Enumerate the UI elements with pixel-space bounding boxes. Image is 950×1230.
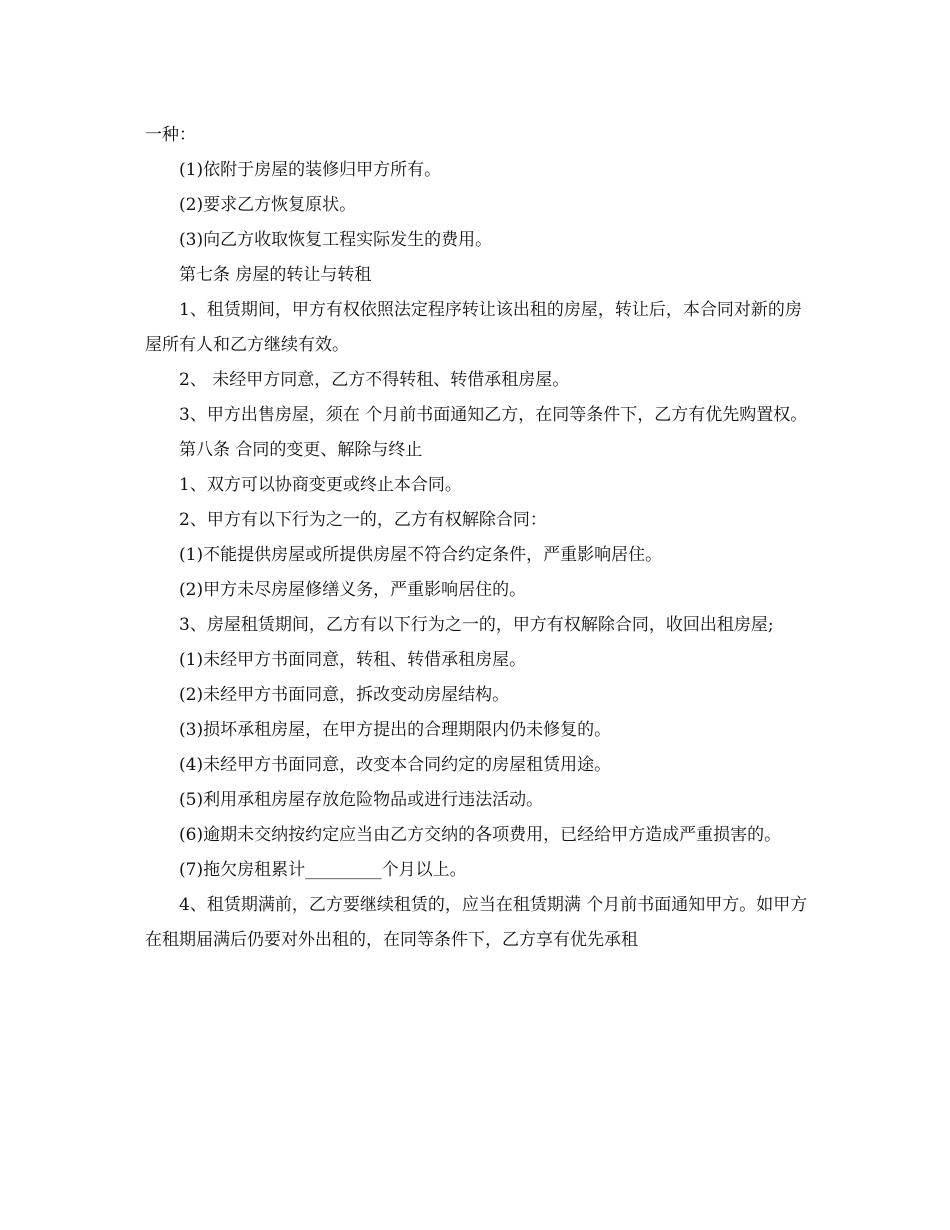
paragraph-item-2: (2)要求乙方恢复原状。 — [179, 195, 357, 215]
paragraph-article-8-clause-3: 3、房屋租赁期间，乙方有以下行为之一的，甲方有权解除合同，收回出租房屋; — [179, 615, 774, 635]
paragraph-clause-3-item-3: (3)损坏承租房屋，在甲方提出的合理期限内仍未修复的。 — [179, 720, 612, 740]
paragraph-clause-3-item-5: (5)利用承租房屋存放危险物品或进行违法活动。 — [179, 790, 544, 810]
paragraph-clause-3-item-6: (6)逾期未交纳按约定应当由乙方交纳的各项费用，已经给甲方造成严重损害的。 — [179, 825, 782, 845]
paragraph-item-3: (3)向乙方收取恢复工程实际发生的费用。 — [179, 230, 493, 250]
paragraph-article-7-clause-3: 3、甲方出售房屋，须在 个月前书面通知乙方，在同等条件下，乙方有优先购置权。 — [179, 405, 808, 425]
paragraph-clause-3-item-4: (4)未经甲方书面同意，改变本合同约定的房屋租赁用途。 — [179, 755, 612, 775]
paragraph-clause-2-item-1: (1)不能提供房屋或所提供房屋不符合约定条件，严重影响居住。 — [179, 545, 663, 565]
paragraph-clause-3-item-2: (2)未经甲方书面同意，拆改变动房屋结构。 — [179, 685, 510, 705]
paragraph-article-8-clause-2: 2、甲方有以下行为之一的，乙方有权解除合同： — [179, 510, 547, 530]
paragraph-clause-3-item-1: (1)未经甲方书面同意，转租、转借承租房屋。 — [179, 650, 527, 670]
paragraph-article-7-clause-2: 2、 未经甲方同意，乙方不得转租、转借承租房屋。 — [179, 370, 570, 390]
paragraph-article-8-clause-1: 1、双方可以协商变更或终止本合同。 — [179, 475, 462, 495]
paragraph-article-7-clause-1: 1、租赁期间，甲方有权依照法定程序转让该出租的房屋，转让后，本合同对新的房屋所有人和乙方继续有效。 — [145, 300, 802, 355]
paragraph-clause-3-item-7: (7)拖欠房租累计_________个月以上。 — [179, 860, 467, 880]
section-heading-article-7: 第七条 房屋的转让与转租 — [179, 265, 372, 285]
paragraph-article-8-clause-4: 4、租赁期满前，乙方要继续租赁的，应当在租赁期满 个月前书面通知甲方。如甲方在租期届满后仍要对外出租的，在同等条件下，乙方享有优先承租 — [145, 895, 808, 950]
paragraph-intro: 一种： — [145, 125, 196, 145]
document-body — [145, 118, 810, 958]
section-heading-article-8: 第八条 合同的变更、解除与终止 — [179, 440, 423, 460]
paragraph-clause-2-item-2: (2)甲方未尽房屋修缮义务，严重影响居住的。 — [179, 580, 527, 600]
paragraph-item-1: (1)依附于房屋的装修归甲方所有。 — [179, 160, 442, 180]
